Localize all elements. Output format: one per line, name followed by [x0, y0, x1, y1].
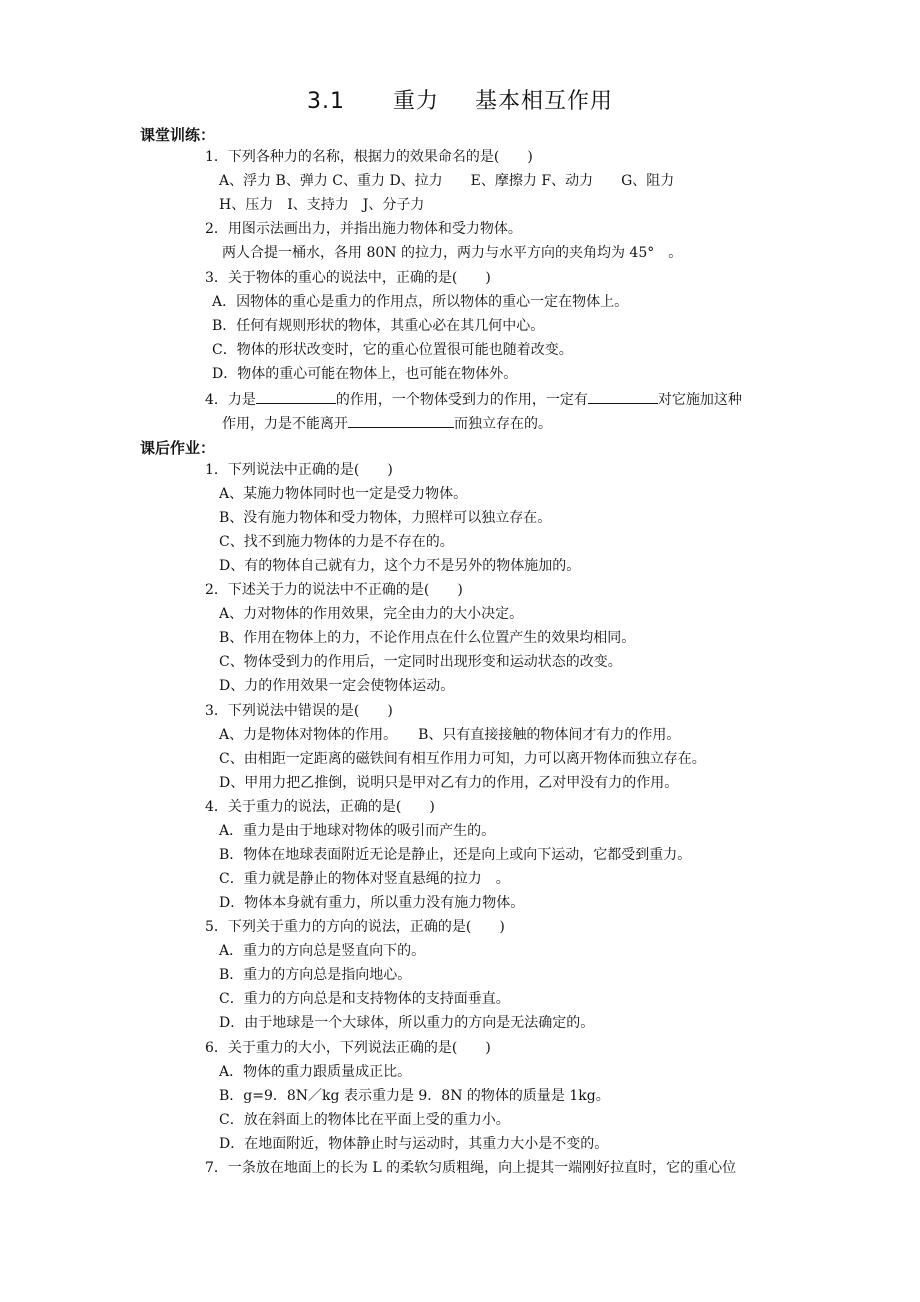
homework-q2-option-c: C、物体受到力的作用后，一定同时出现形变和运动状态的改变。 [219, 654, 622, 670]
classroom-q1-options-row2: H、压力 I、支持力 J、分子力 [219, 197, 425, 213]
section-heading-homework: 课后作业： [140, 439, 216, 457]
homework-q7-stem: 7．一条放在地面上的长为 L 的柔软匀质粗绳，向上提其一端刚好拉直时，它的重心位 [205, 1160, 737, 1176]
homework-q5-stem: 5．下列关于重力的方向的说法，正确的是( ) [205, 919, 505, 935]
classroom-q3-option-b: B．任何有规则形状的物体，其重心必在其几何中心。 [212, 318, 545, 334]
homework-q4-option-b: B．物体在地球表面附近无论是静止，还是向上或向下运动，它都受到重力。 [219, 847, 692, 863]
homework-q2-stem: 2．下述关于力的说法中不正确的是( ) [205, 582, 463, 598]
classroom-q3-option-a: A．因物体的重心是重力的作用点，所以物体的重心一定在物体上。 [212, 294, 629, 310]
homework-q3-stem: 3．下列说法中错误的是( ) [205, 703, 393, 719]
homework-q2-option-d: D、力的作用效果一定会使物体运动。 [219, 678, 455, 694]
homework-q1-option-d: D、有的物体自己就有力，这个力不是另外的物体施加的。 [219, 558, 581, 574]
q4-text-1: 4．力是 [205, 392, 256, 408]
classroom-q4-line1 [205, 388, 742, 410]
homework-q6-option-b: B．g=9．8N／kg 表示重力是 9．8N 的物体的质量是 1kg。 [219, 1088, 610, 1104]
q4-blank-2[interactable] [588, 388, 658, 404]
q4-blank-3[interactable] [348, 412, 454, 428]
homework-q3-option-d: D、甲用力把乙推倒，说明只是甲对乙有力的作用，乙对甲没有力的作用。 [219, 775, 679, 791]
title-part2: 基本相互作用 [475, 89, 614, 114]
homework-q5-option-c: C．重力的方向总是和支持物体的支持面垂直。 [219, 991, 510, 1007]
homework-q6-stem: 6．关于重力的大小，下列说法正确的是( ) [205, 1040, 491, 1056]
homework-q1-option-a: A、某施力物体同时也一定是受力物体。 [219, 486, 468, 502]
homework-q6-option-a: A．物体的重力跟质量成正比。 [219, 1064, 412, 1080]
classroom-q1-stem: 1．下列各种力的名称，根据力的效果命名的是( ) [205, 149, 533, 165]
homework-q2-option-a: A、力对物体的作用效果，完全由力的大小决定。 [219, 606, 524, 622]
classroom-q3-option-c: C．物体的形状改变时，它的重心位置很可能也随着改变。 [212, 342, 573, 358]
homework-q3-option-c: C、由相距一定距离的磁铁间有相互作用力可知，力可以离开物体而独立存在。 [219, 751, 706, 767]
q4-text-5: 而独立存在的。 [454, 416, 552, 432]
page-title [0, 84, 920, 115]
homework-q5-option-d: D．由于地球是一个大球体，所以重力的方向是无法确定的。 [219, 1015, 595, 1031]
homework-q6-option-c: C．放在斜面上的物体比在平面上受的重力小。 [219, 1112, 510, 1128]
homework-q5-option-a: A．重力的方向总是竖直向下的。 [219, 943, 426, 959]
classroom-q2-detail: 两人合提一桶水，各用 80N 的拉力，两力与水平方向的夹角均为 45° 。 [222, 245, 683, 261]
homework-q6-option-d: D．在地面附近，物体静止时与运动时，其重力大小是不变的。 [219, 1136, 609, 1152]
homework-q3-option-ab: A、力是物体对物体的作用。 B、只有直接接触的物体间才有力的作用。 [219, 727, 681, 743]
homework-q5-option-b: B．重力的方向总是指向地心。 [219, 967, 412, 983]
q4-blank-1[interactable] [256, 388, 336, 404]
title-part1: 重力 [392, 89, 439, 114]
title-number: 3.1 [306, 89, 345, 114]
classroom-q4-line2 [222, 412, 552, 434]
q4-text-4: 作用，力是不能离开 [222, 416, 348, 432]
homework-q1-option-b: B、没有施力物体和受力物体，力照样可以独立存在。 [219, 510, 552, 526]
homework-q4-option-d: D．物体本身就有重力，所以重力没有施力物体。 [219, 895, 525, 911]
q4-text-3: 对它施加这种 [657, 392, 742, 408]
homework-q2-option-b: B、作用在物体上的力，不论作用点在什么位置产生的效果均相同。 [219, 630, 636, 646]
homework-q4-stem: 4．关于重力的说法，正确的是( ) [205, 799, 435, 815]
q4-text-2: 的作用，一个物体受到力的作用，一定有 [335, 392, 588, 408]
section-heading-classroom: 课堂训练： [140, 126, 216, 144]
classroom-q3-option-d: D．物体的重心可能在物体上，也可能在物体外。 [212, 366, 518, 382]
classroom-q3-stem: 3．关于物体的重心的说法中，正确的是( ) [205, 270, 491, 286]
homework-q1-stem: 1．下列说法中正确的是( ) [205, 462, 393, 478]
homework-q4-option-a: A．重力是由于地球对物体的吸引而产生的。 [219, 823, 496, 839]
classroom-q2-stem: 2．用图示法画出力，并指出施力物体和受力物体。 [205, 221, 522, 237]
homework-q1-option-c: C、找不到施力物体的力是不存在的。 [219, 534, 454, 550]
classroom-q1-options-row1: A、浮力 B、弹力 C、重力 D、拉力 E、摩擦力 F、动力 G、阻力 [219, 173, 675, 189]
homework-q4-option-c: C．重力就是静止的物体对竖直悬绳的拉力 。 [219, 871, 510, 887]
